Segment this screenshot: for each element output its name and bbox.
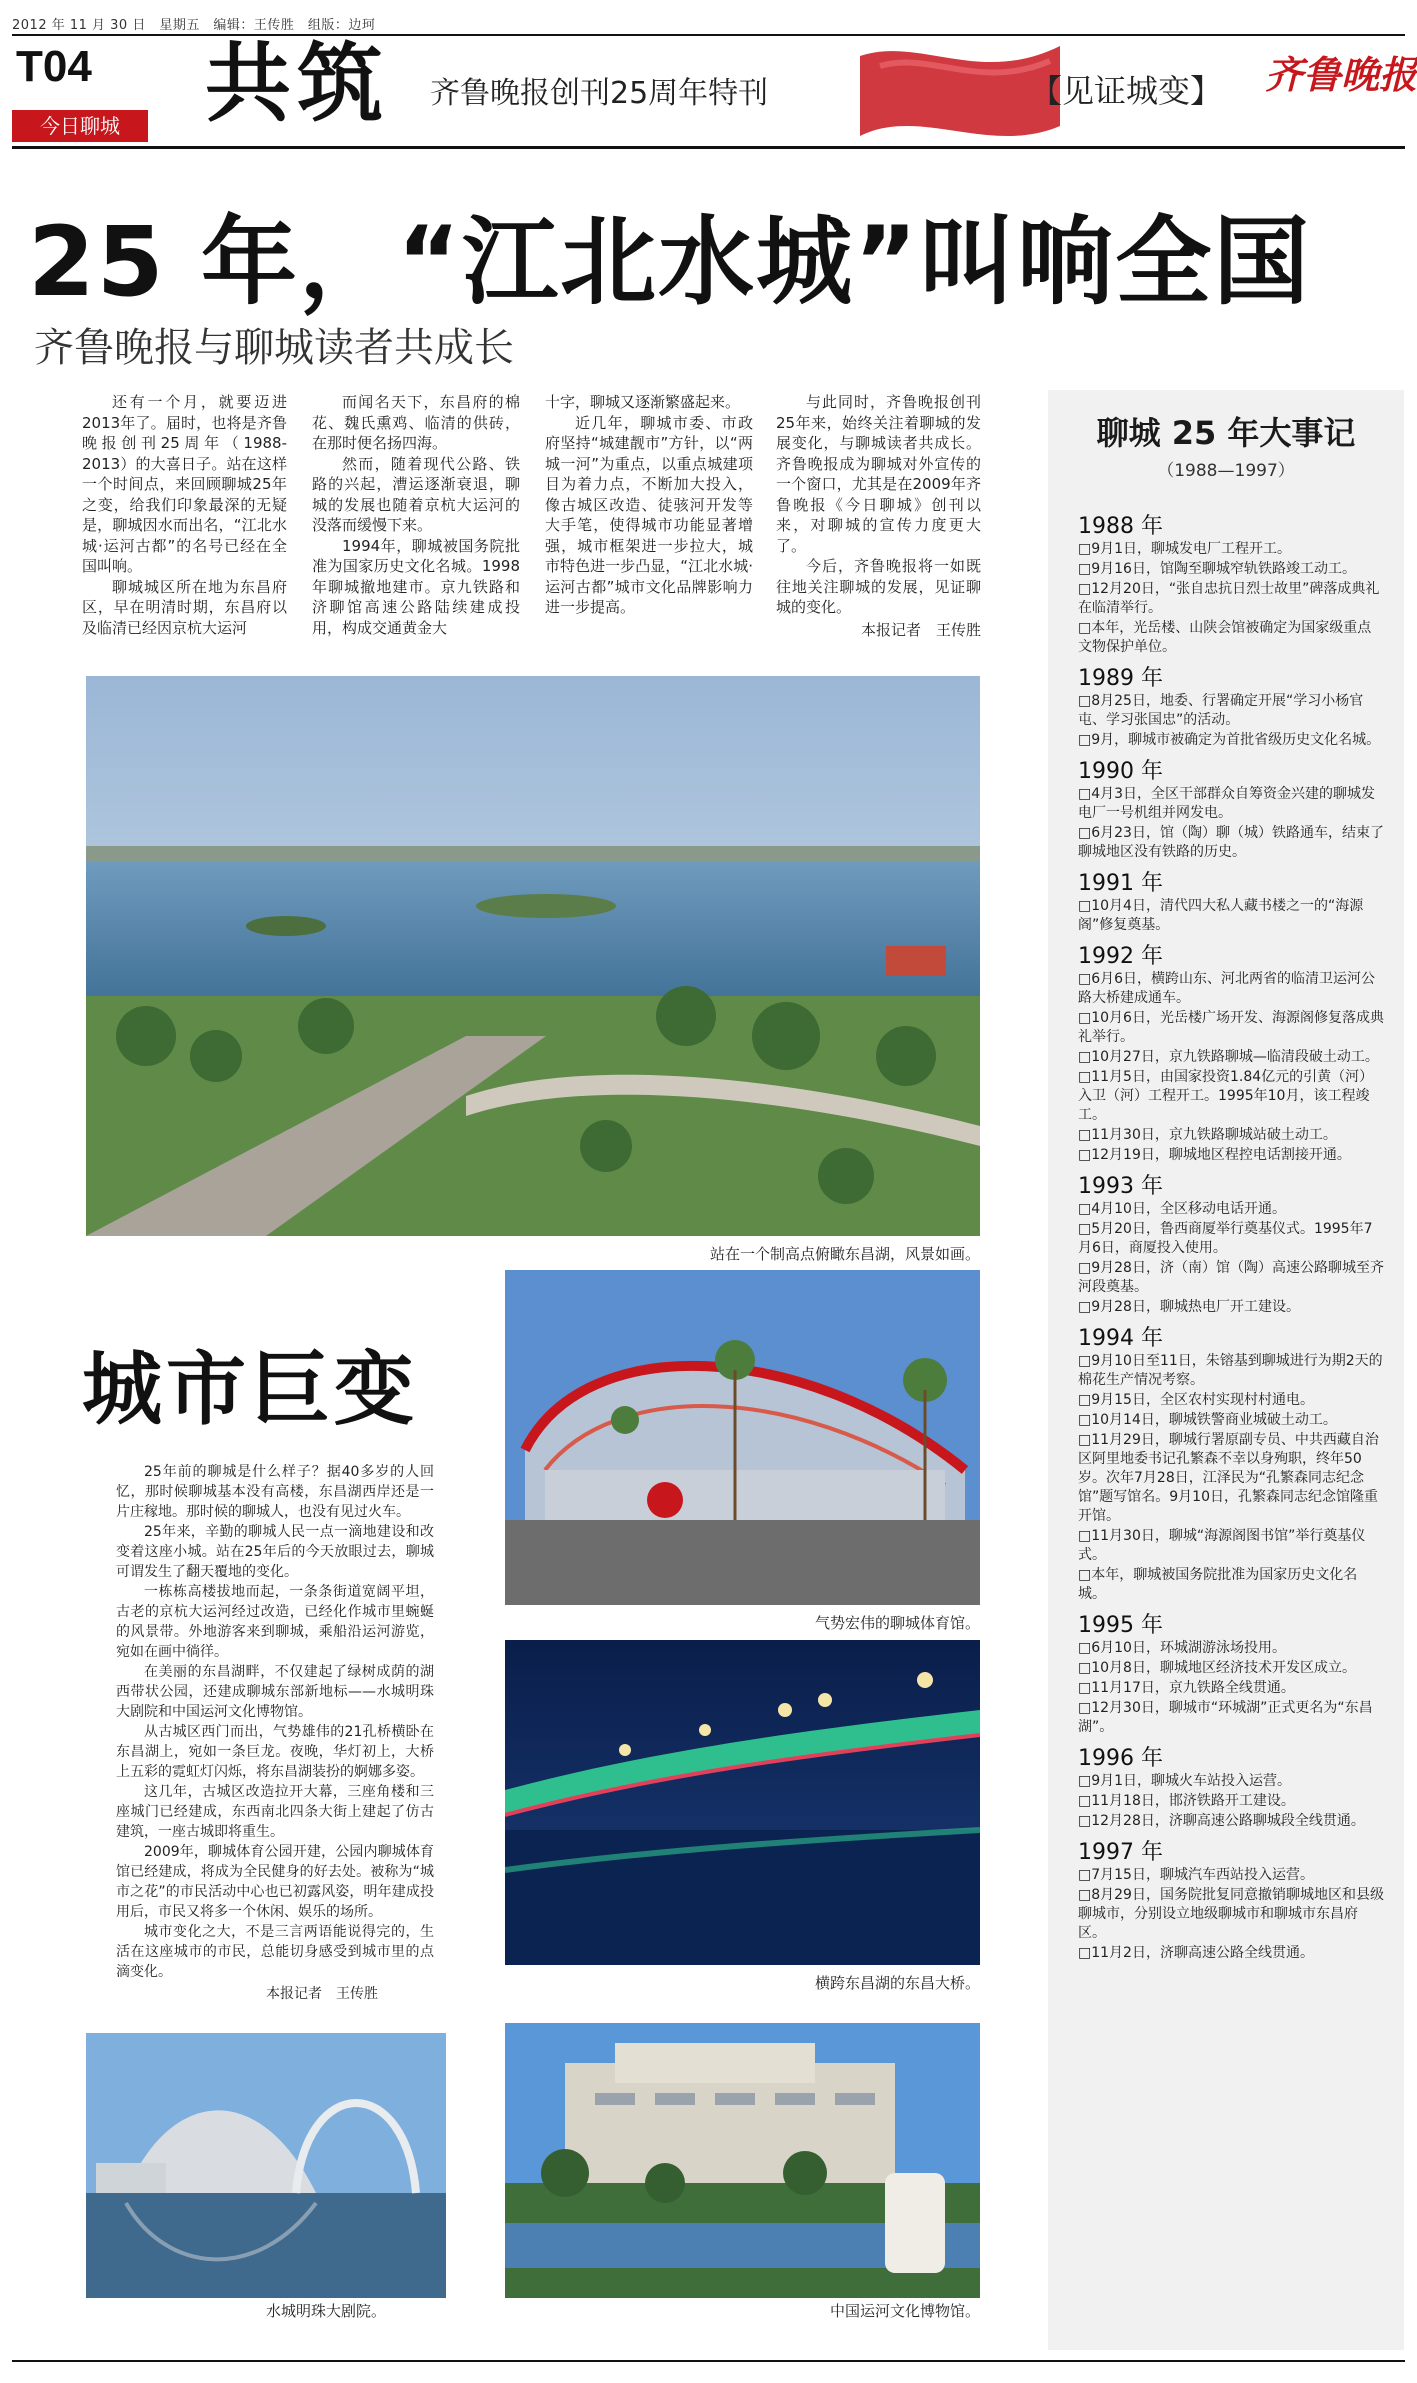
timeline-event <box>1078 619 1384 657</box>
timeline-event <box>1078 1126 1384 1145</box>
timeline-event <box>1078 1352 1384 1390</box>
article-paragraph: 聊城城区所在地为东昌府区，早在明清时期，东昌府以及临清已经因京杭大运河 <box>82 577 287 637</box>
timeline-event <box>1078 1639 1384 1658</box>
timeline-event <box>1078 560 1384 579</box>
checkbox-bullet-icon: □ <box>1078 1945 1092 1961</box>
article-column-1 <box>82 392 287 638</box>
section2-text <box>116 1462 434 2004</box>
checkbox-bullet-icon: □ <box>1078 561 1092 577</box>
checkbox-bullet-icon: □ <box>1078 1773 1092 1789</box>
timeline-event <box>1078 1411 1384 1430</box>
timeline-event-text: 11月18日，邯济铁路开工建设。 <box>1091 1793 1295 1809</box>
timeline-event-text: 9月1日，聊城发电厂工程开工。 <box>1091 541 1292 557</box>
timeline-year: 1992 年 <box>1078 944 1163 969</box>
checkbox-bullet-icon: □ <box>1078 620 1092 636</box>
bottom-rule <box>12 2360 1405 2362</box>
section2-paragraph: 从古城区西门而出，气势雄伟的21孔桥横卧在东昌湖上，宛如一条巨龙。夜晚，华灯初上，大桥上五彩的霓虹灯闪烁，将东昌湖装扮的婀娜多姿。 <box>116 1724 434 1780</box>
section-title: 城市巨变 <box>82 1343 418 1436</box>
checkbox-bullet-icon: □ <box>1078 1680 1092 1696</box>
section2-paragraph: 城市变化之大，不是三言两语能说得完的，生活在这座城市的市民，总能切身感受到城市里的点滴变化。 <box>116 1924 434 1980</box>
checkbox-bullet-icon: □ <box>1078 1299 1092 1315</box>
timeline-event-text: 11月17日，京九铁路全线贯通。 <box>1091 1680 1295 1696</box>
timeline-event <box>1078 1886 1384 1943</box>
article-column-3 <box>545 392 753 618</box>
timeline-event-text: 12月20日，“张自忠抗日烈士故里”碑落成典礼在临清举行。 <box>1078 581 1380 616</box>
section2-paragraph: 25年前的聊城是什么样子？据40多岁的人回忆，那时候聊城基本没有高楼，东昌湖西岸还是一片庄稼地。那时候的聊城人，也没有见过火车。 <box>116 1464 434 1520</box>
timeline-event-text: 9月15日，全区农村实现村村通电。 <box>1091 1392 1314 1408</box>
timeline-subtitle: （1988—1997） <box>1157 461 1295 481</box>
checkbox-bullet-icon: □ <box>1078 1432 1092 1448</box>
checkbox-bullet-icon: □ <box>1078 1010 1092 1026</box>
timeline-events <box>1078 505 1384 1964</box>
museum-photo <box>505 2023 980 2298</box>
timeline-event <box>1078 1146 1384 1165</box>
checkbox-bullet-icon: □ <box>1078 1392 1092 1408</box>
article-paragraph: 1994年，聊城被国务院批准为国家历史文化名城。1998年聊城撤地建市。京九铁路和济聊馆高速公路陆续建成投用，构成交通黄金大 <box>312 536 520 637</box>
timeline-event-text: 10月8日，聊城地区经济技术开发区成立。 <box>1091 1660 1356 1676</box>
checkbox-bullet-icon: □ <box>1078 1867 1092 1883</box>
checkbox-bullet-icon: □ <box>1078 1660 1092 1676</box>
timeline-event <box>1078 1068 1384 1125</box>
article-column-4 <box>776 392 981 640</box>
timeline-event-text: 10月27日，京九铁路聊城—临清段破土动工。 <box>1091 1049 1379 1065</box>
timeline-event <box>1078 1659 1384 1678</box>
timeline-event-text: 6月10日，环城湖游泳场投用。 <box>1091 1640 1286 1656</box>
checkbox-bullet-icon: □ <box>1078 541 1092 557</box>
timeline-year: 1995 年 <box>1078 1613 1163 1638</box>
article-paragraph: 今后，齐鲁晚报将一如既往地关注聊城的发展，见证聊城的变化。 <box>776 557 981 616</box>
section2-paragraph: 一栋栋高楼拔地而起，一条条街道宽阔平坦，古老的京杭大运河经过改造，已经化作城市里蜿蜒的风景带。外地游客来到聊城，乘船沿运河游览，宛如在画中徜徉。 <box>116 1584 434 1660</box>
lake-photo-caption: 站在一个制高点俯瞰东昌湖，风景如画。 <box>709 1245 980 1263</box>
checkbox-bullet-icon: □ <box>1078 1127 1092 1143</box>
timeline-year: 1989 年 <box>1078 666 1163 691</box>
timeline-event-text: 11月30日，京九铁路聊城站破土动工。 <box>1091 1127 1337 1143</box>
timeline-event <box>1078 1431 1384 1526</box>
timeline-event <box>1078 1527 1384 1565</box>
article-byline: 本报记者 王传胜 <box>860 620 981 639</box>
timeline-event-text: 8月25日，地委、行署确定开展“学习小杨官屯、学习张国忠”的活动。 <box>1078 693 1364 728</box>
checkbox-bullet-icon: □ <box>1078 1221 1092 1237</box>
checkbox-bullet-icon: □ <box>1078 786 1092 802</box>
section2-paragraph: 这几年，古城区改造拉开大幕，三座角楼和三座城门已经建成，东西南北四条大街上建起了仿古建筑，一座古城即将重生。 <box>116 1784 434 1840</box>
timeline-year: 1993 年 <box>1078 1174 1163 1199</box>
timeline-event-text: 12月30日，聊城市“环城湖”正式更名为“东昌湖”。 <box>1078 1700 1373 1735</box>
article-paragraph: 十字，聊城又逐渐繁盛起来。 <box>545 393 741 411</box>
timeline-event-text: 7月15日，聊城汽车西站投入运营。 <box>1091 1867 1314 1883</box>
timeline-event-text: 10月4日，清代四大私人藏书楼之一的“海源阁”修复奠基。 <box>1078 898 1364 933</box>
timeline-event <box>1078 1772 1384 1791</box>
theater-photo <box>86 2033 446 2298</box>
checkbox-bullet-icon: □ <box>1078 1201 1092 1217</box>
timeline-event-text: 8月29日，国务院批复同意撤销聊城地区和县级聊城市，分别设立地级聊城市和聊城市东昌府区。 <box>1078 1887 1384 1941</box>
timeline-event <box>1078 1200 1384 1219</box>
checkbox-bullet-icon: □ <box>1078 1700 1092 1716</box>
checkbox-bullet-icon: □ <box>1078 581 1092 597</box>
timeline-event <box>1078 1220 1384 1258</box>
section2-paragraph: 2009年，聊城体育公园开建，公园内聊城体育馆已经建成，将成为全民健身的好去处。被称为“城市之花”的市民活动中心也已初露风姿，明年建成投用后，市民又将多一个休闲、娱乐的场所。 <box>116 1844 434 1920</box>
timeline-event-text: 9月1日，聊城火车站投入运营。 <box>1091 1773 1292 1789</box>
timeline-event <box>1078 1944 1384 1963</box>
timeline-year: 1990 年 <box>1078 759 1163 784</box>
timeline-year: 1991 年 <box>1078 871 1163 896</box>
timeline-event <box>1078 580 1384 618</box>
timeline-year: 1997 年 <box>1078 1840 1163 1865</box>
checkbox-bullet-icon: □ <box>1078 1887 1092 1903</box>
theater-photo-caption: 水城明珠大剧院。 <box>265 2302 386 2320</box>
checkbox-bullet-icon: □ <box>1078 693 1092 709</box>
timeline-event-text: 12月28日，济聊高速公路聊城段全线贯通。 <box>1091 1813 1365 1829</box>
checkbox-bullet-icon: □ <box>1078 898 1092 914</box>
timeline-event <box>1078 1699 1384 1737</box>
bridge-photo-caption: 横跨东昌湖的东昌大桥。 <box>814 1974 980 1992</box>
section2-paragraph: 25年来，辛勤的聊城人民一点一滴地建设和改变着这座小城。站在25年后的今天放眼过去，聊城可谓发生了翻天覆地的变化。 <box>116 1524 434 1580</box>
checkbox-bullet-icon: □ <box>1078 1260 1092 1276</box>
checkbox-bullet-icon: □ <box>1078 1640 1092 1656</box>
timeline-event-text: 9月10日至11日，朱镕基到聊城进行为期2天的棉花生产情况考察。 <box>1078 1353 1383 1388</box>
timeline-event <box>1078 1866 1384 1885</box>
timeline-event-text: 11月30日，聊城“海源阁图书馆”举行奠基仪式。 <box>1078 1528 1366 1563</box>
article-paragraph: 近几年，聊城市委、市政府坚持“城建靓市”方针，以“两城一河”为重点，以重点城建项目为着力点，不断加大投入，像古城区改造、徒骇河开发等大手笔，使得城市功能显著增强，城市框架进一步拉大，城市特色进一步凸显，“江北水城·运河古都”城市文化品牌影响力进一步提高。 <box>545 413 753 616</box>
checkbox-bullet-icon: □ <box>1078 732 1092 748</box>
timeline-event-text: 9月16日，馆陶至聊城窄轨铁路竣工动工。 <box>1091 561 1356 577</box>
timeline-event-text: 4月10日，全区移动电话开通。 <box>1091 1201 1286 1217</box>
section2-byline: 本报记者 王传胜 <box>266 1986 378 2002</box>
timeline-event-text: 4月3日，全区干部群众自筹资金兴建的聊城发电厂一号机组并网发电。 <box>1078 786 1376 821</box>
article-paragraph: 还有一个月，就要迈进2013年了。届时，也将是齐鲁晚报创刊25周年（1988-2013）的大喜日子。站在这样一个时间点，来回顾聊城25年之变，给我们印象最深的无疑是，聊城因水而出名，“江北水城·运河古都”的名号已经在全国叫响。 <box>82 393 287 575</box>
timeline-event <box>1078 1812 1384 1831</box>
timeline-event-text: 11月2日，济聊高速公路全线贯通。 <box>1091 1945 1314 1961</box>
timeline-event-text: 5月20日，鲁西商厦举行奠基仪式。1995年7月6日，商厦投入使用。 <box>1078 1221 1373 1256</box>
timeline-event <box>1078 1048 1384 1067</box>
timeline-title: 聊城 25 年大事记 <box>1096 414 1356 452</box>
timeline-event <box>1078 970 1384 1008</box>
column-title: 共筑 <box>205 33 389 134</box>
timeline-event <box>1078 1009 1384 1047</box>
timeline-event-text: 10月6日，光岳楼广场开发、海源阁修复落成典礼举行。 <box>1078 1010 1384 1045</box>
timeline-event-text: 9月28日，济（南）馆（陶）高速公路聊城至齐河段奠基。 <box>1078 1260 1384 1295</box>
article-paragraph: 而闻名天下，东昌府的棉花、魏氏熏鸡、临清的供砖，在那时便名扬四海。 <box>312 393 520 452</box>
special-edition-label: 齐鲁晚报创刊25周年特刊 <box>430 76 769 111</box>
timeline-event <box>1078 1298 1384 1317</box>
checkbox-bullet-icon: □ <box>1078 825 1092 841</box>
checkbox-bullet-icon: □ <box>1078 971 1092 987</box>
stadium-photo-caption: 气势宏伟的聊城体育馆。 <box>814 1614 980 1632</box>
bridge-photo <box>505 1640 980 1965</box>
timeline-event <box>1078 1792 1384 1811</box>
section2-paragraph: 在美丽的东昌湖畔，不仅建起了绿树成荫的湖西带状公园，还建成聊城东部新地标——水城明珠大剧院和中国运河文化博物馆。 <box>116 1664 434 1720</box>
timeline-event <box>1078 1566 1384 1604</box>
timeline-event-text: 9月，聊城市被确定为首批省级历史文化名城。 <box>1091 732 1381 748</box>
timeline-event <box>1078 785 1384 823</box>
museum-photo-caption: 中国运河文化博物馆。 <box>829 2302 980 2320</box>
timeline-year: 1994 年 <box>1078 1326 1163 1351</box>
article-paragraph: 然而，随着现代公路、铁路的兴起，漕运逐渐衰退，聊城的发展也随着京杭大运河的没落而缓慢下来。 <box>312 454 520 534</box>
timeline-year: 1988 年 <box>1078 514 1163 539</box>
timeline-event-text: 本年，聊城被国务院批准为国家历史文化名城。 <box>1078 1567 1358 1602</box>
checkbox-bullet-icon: □ <box>1078 1813 1092 1829</box>
timeline-event-text: 12月19日，聊城地区程控电话割接开通。 <box>1091 1147 1351 1163</box>
timeline-event <box>1078 731 1384 750</box>
date-line: 2012 年 11 月 30 日 星期五 编辑：王传胜 组版：边珂 <box>12 18 376 33</box>
checkbox-bullet-icon: □ <box>1078 1793 1092 1809</box>
masthead-logo: 齐鲁晚报 <box>1265 52 1417 97</box>
timeline-event-text: 9月28日，聊城热电厂开工建设。 <box>1091 1299 1300 1315</box>
article-paragraph: 与此同时，齐鲁晚报创刊25年来，始终关注着聊城的发展变化，与聊城读者共成长。齐鲁晚报成为聊城对外宣传的一个窗口，尤其是在2009年齐鲁晚报《今日聊城》创刊以来，对聊城的宣传力度更大了。 <box>776 393 981 555</box>
checkbox-bullet-icon: □ <box>1078 1528 1092 1544</box>
timeline-event <box>1078 1259 1384 1297</box>
checkbox-bullet-icon: □ <box>1078 1049 1092 1065</box>
timeline-event <box>1078 897 1384 935</box>
timeline-event <box>1078 824 1384 862</box>
lake-photo <box>86 676 980 1236</box>
timeline-event-text: 6月23日，馆（陶）聊（城）铁路通车，结束了聊城地区没有铁路的历史。 <box>1078 825 1384 860</box>
timeline-event-text: 6月6日，横跨山东、河北两省的临清卫运河公路大桥建成通车。 <box>1078 971 1376 1006</box>
section-tag: 今日聊城 <box>12 110 148 142</box>
timeline-event-text: 本年，光岳楼、山陕会馆被确定为国家级重点文物保护单位。 <box>1078 620 1372 655</box>
timeline-event <box>1078 1391 1384 1410</box>
checkbox-bullet-icon: □ <box>1078 1069 1092 1085</box>
subheadline: 齐鲁晚报与聊城读者共成长 <box>34 325 514 371</box>
checkbox-bullet-icon: □ <box>1078 1412 1092 1428</box>
timeline-event <box>1078 540 1384 559</box>
header-rule <box>12 146 1405 149</box>
checkbox-bullet-icon: □ <box>1078 1353 1092 1369</box>
page-number: T04 <box>16 42 92 91</box>
timeline-event-text: 11月29日，聊城行署原副专员、中共西藏自治区阿里地委书记孔繁森不幸以身殉职，终年50岁。次年7月28日，江泽民为“孔繁森同志纪念馆”题写馆名。9月10日，孔繁森同志纪念馆隆重开馆。 <box>1078 1432 1379 1524</box>
timeline-event-text: 11月5日，由国家投资1.84亿元的引黄（河）入卫（河）工程开工。1995年10月，该工程竣工。 <box>1078 1069 1374 1123</box>
article-column-2 <box>312 392 520 638</box>
timeline-event <box>1078 692 1384 730</box>
stadium-photo <box>505 1270 980 1605</box>
timeline-year: 1996 年 <box>1078 1746 1163 1771</box>
timeline-event <box>1078 1679 1384 1698</box>
headline: 25 年，“江北水城”叫响全国 <box>28 206 1312 318</box>
timeline-event-text: 10月14日，聊城铁警商业城破土动工。 <box>1091 1412 1337 1428</box>
checkbox-bullet-icon: □ <box>1078 1147 1092 1163</box>
checkbox-bullet-icon: □ <box>1078 1567 1092 1583</box>
series-label: 【见证城变】 <box>1030 72 1223 110</box>
